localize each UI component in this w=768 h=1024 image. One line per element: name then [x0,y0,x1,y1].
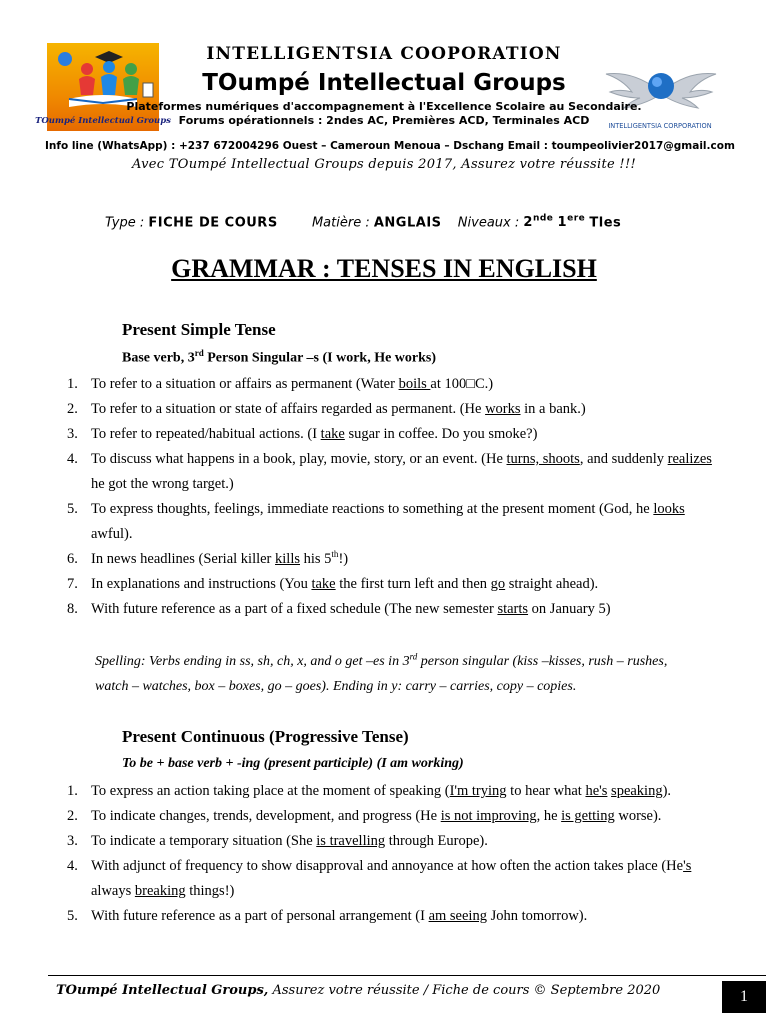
underlined-example: is getting [561,808,615,824]
underlined-example: works [485,401,521,417]
text-run: In explanations and instructions (You [91,576,312,592]
forums-line: Forums opérationnels : 2ndes AC, Premières ACD, Terminales ACD [178,114,590,127]
level-premiere: 1ere [557,214,586,231]
text-run: on January 5) [528,601,611,617]
text-run: things!) [185,883,235,899]
underlined-example: starts [497,601,529,617]
list-number: 2. [67,401,78,417]
text-run: !) [338,551,349,567]
org-name-line: INTELLIGENTSIA COOPORATION [206,44,562,64]
list-number: 6. [67,551,78,567]
type-value: FICHE DE COURS [148,215,278,231]
section-formula-present-continuous [122,756,464,772]
underlined-example: is not improving [440,808,537,824]
text-run: To indicate a temporary situation (She [91,833,317,849]
text-run: To refer to a situation or state of affairs regarded as permanent. (He [91,401,486,417]
slogan: Avec TOumpé Intellectual Groups depuis 2017, Assurez votre réussite !!! [131,157,636,172]
text-run: ). [662,783,672,799]
text-run: With future reference as a part of a fixed schedule (The new semester [91,601,498,617]
list-item [0,372,723,397]
list-item [0,497,723,547]
underlined-example: go [490,576,506,592]
text-run: To express thoughts, feelings, immediate reactions to something at the present moment (God, he [91,501,654,517]
text-run: With future reference as a part of personal arrangement (I [91,908,429,924]
list-item [0,904,723,929]
list-item [0,447,723,497]
text-run: through Europe). [385,833,488,849]
text-run: Person Singular –s (I work, He works) [203,350,437,366]
text-run: , and suddenly [579,451,668,467]
level-terminale: Tles [589,215,622,231]
page-number: 1 [722,981,766,1013]
list-item [0,547,723,572]
footer-brand: TOumpé Intellectual Groups, [56,983,269,998]
subject-value: ANGLAIS [373,215,442,231]
list-item [0,829,723,854]
underlined-example: speaking [611,783,663,799]
list-number: 3. [67,426,78,442]
text-run: awful). [91,526,133,542]
levels-label: Niveaux : [457,215,520,231]
list-number: 4. [67,858,78,874]
underlined-example: 's [683,858,692,874]
text-run: to hear what [506,783,586,799]
underlined-example: I'm trying [449,783,507,799]
text-run: he got the wrong target.) [91,476,234,492]
text-run: in a bank.) [520,401,586,417]
text-run: , he [536,808,562,824]
list-number: 5. [67,501,78,517]
text-run: John tomorrow). [486,908,588,924]
present-continuous-uses-list [0,779,768,929]
section-heading-present-simple: Present Simple Tense [122,320,276,339]
underlined-example: kills [275,551,300,567]
footer-divider [48,975,766,976]
section-formula-present-simple [122,348,436,367]
text-run: To indicate changes, trends, development, and progress (He [91,808,441,824]
footer-caption: Assurez votre réussite / Fiche de cours © Septembre 2020 [268,983,661,998]
text-run: the first turn left and then [335,576,491,592]
text-run: always [91,883,135,899]
list-item [0,397,723,422]
list-number: 5. [67,908,78,924]
list-item [0,779,723,804]
text-run: In news headlines (Serial killer [91,551,276,567]
text-run: Spelling: Verbs ending in ss, sh, ch, x, and o get –es in 3 [95,654,410,669]
superscript: th [331,549,339,560]
list-number: 3. [67,833,78,849]
underlined-example: am seeing [428,908,487,924]
text-run: at 100□C.) [430,376,494,392]
list-number: 4. [67,451,78,467]
list-number: 2. [67,808,78,824]
text-run: straight ahead). [505,576,599,592]
list-item [0,854,723,904]
platform-description: Plateformes numériques d'accompagnement à l'Excellence Scolaire au Secondaire. [126,100,642,113]
text-run: his 5 [300,551,332,567]
left-logo-caption: TOumpé Intellectual Groups [35,116,171,126]
text-run: To express an action taking place at the moment of speaking ( [91,783,450,799]
underlined-example: breaking [134,883,186,899]
contact-info-line: Info line (WhatsApp) : +237 672004296 Ouest – Cameroun Menoua – Dschang Email : toumpeolivier2017@gmail.com [45,140,735,152]
text-run: With adjunct of frequency to show disapproval and annoyance at how often the action takes place (He [91,858,684,874]
meta-row [105,214,621,230]
right-logo-caption: INTELLIGENTSIA CORPORATION [608,122,712,130]
text-run: To refer to a situation or affairs as permanent (Water [91,376,399,392]
subject-label: Matière : [311,215,370,231]
page-title: GRAMMAR : TENSES IN ENGLISH [171,254,597,283]
footer-text [56,983,660,998]
list-item [0,422,723,447]
list-number: 8. [67,601,78,617]
underlined-example: take [320,426,345,442]
text-run: worse). [614,808,662,824]
underlined-example: boils [398,376,431,392]
level-seconde: 2nde [523,214,554,231]
text-run: To refer to repeated/habitual actions. (I [91,426,321,442]
section-heading-present-continuous: Present Continuous (Progressive Tense) [122,727,409,746]
brand-name: TOumpé Intellectual Groups [202,70,566,96]
list-number: 7. [67,576,78,592]
list-item [0,804,723,829]
underlined-example: looks [653,501,685,517]
text-run: Base verb, 3 [122,350,195,366]
underlined-example: is travelling [316,833,386,849]
spelling-note [95,649,695,699]
text-run: sugar in coffee. Do you smoke?) [344,426,538,442]
type-label: Type : [105,215,145,231]
text-run: To be + base verb + -ing (present participle) (I am working) [122,756,464,771]
superscript: rd [194,348,204,358]
superscript: rd [409,651,418,662]
text-run: To discuss what happens in a book, play, movie, story, or an event. (He [91,451,507,467]
present-simple-uses-list [0,372,768,622]
list-number: 1. [67,376,78,392]
list-item [0,597,723,622]
underlined-example: turns, shoots [506,451,580,467]
underlined-example: realizes [667,451,712,467]
underlined-example: he's [585,783,608,799]
list-item [0,572,723,597]
underlined-example: take [311,576,336,592]
text-run: person singular (kiss –kisses, rush – rushes, watch – watches, box – boxes, go – goes). Ending in y: carry – carries, copy – copies. [95,654,668,694]
list-number: 1. [67,783,78,799]
